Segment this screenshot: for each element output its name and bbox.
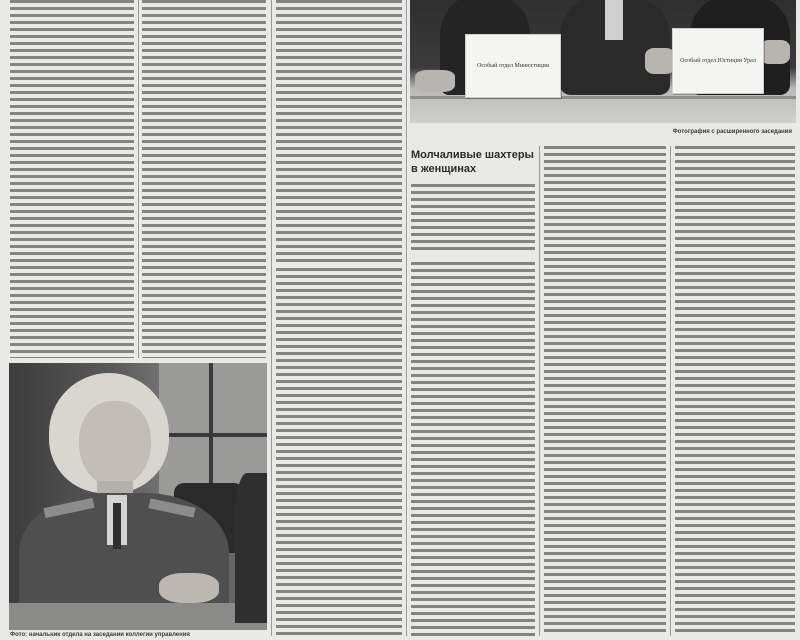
name-card-right-text: Особый отдел Юстиции Урал (680, 58, 756, 64)
text-column-3 (276, 0, 402, 262)
name-card-left-text: Особый отдел Минюстиции (477, 63, 549, 69)
photo-woman-uniform (9, 363, 267, 630)
column-rule-1 (138, 0, 139, 358)
text-column-6 (675, 146, 795, 636)
column-rule-4 (539, 146, 540, 636)
article-subheading-line2: в женщинах (411, 163, 477, 175)
article-subheading (411, 148, 535, 176)
name-card-right (672, 28, 764, 94)
photo-panel-meeting (410, 0, 796, 123)
column-rule-2 (271, 0, 272, 636)
text-column-5 (544, 146, 666, 636)
article-subheading-line1: Молчаливые шахтеры (411, 149, 534, 161)
text-column-3-lower (276, 268, 402, 636)
name-card-left (465, 34, 561, 98)
text-column-4 (411, 262, 535, 636)
photo-bottom-caption: Фото: начальник отдела на заседании коллегии управления (10, 632, 190, 638)
column-rule-5 (670, 146, 671, 636)
photo-top-caption: Фотография с расширенного заседания (672, 129, 792, 135)
text-column-2 (142, 0, 266, 358)
text-column-1 (10, 0, 134, 358)
column-rule-3 (406, 0, 407, 636)
text-column-4-intro (411, 184, 535, 254)
